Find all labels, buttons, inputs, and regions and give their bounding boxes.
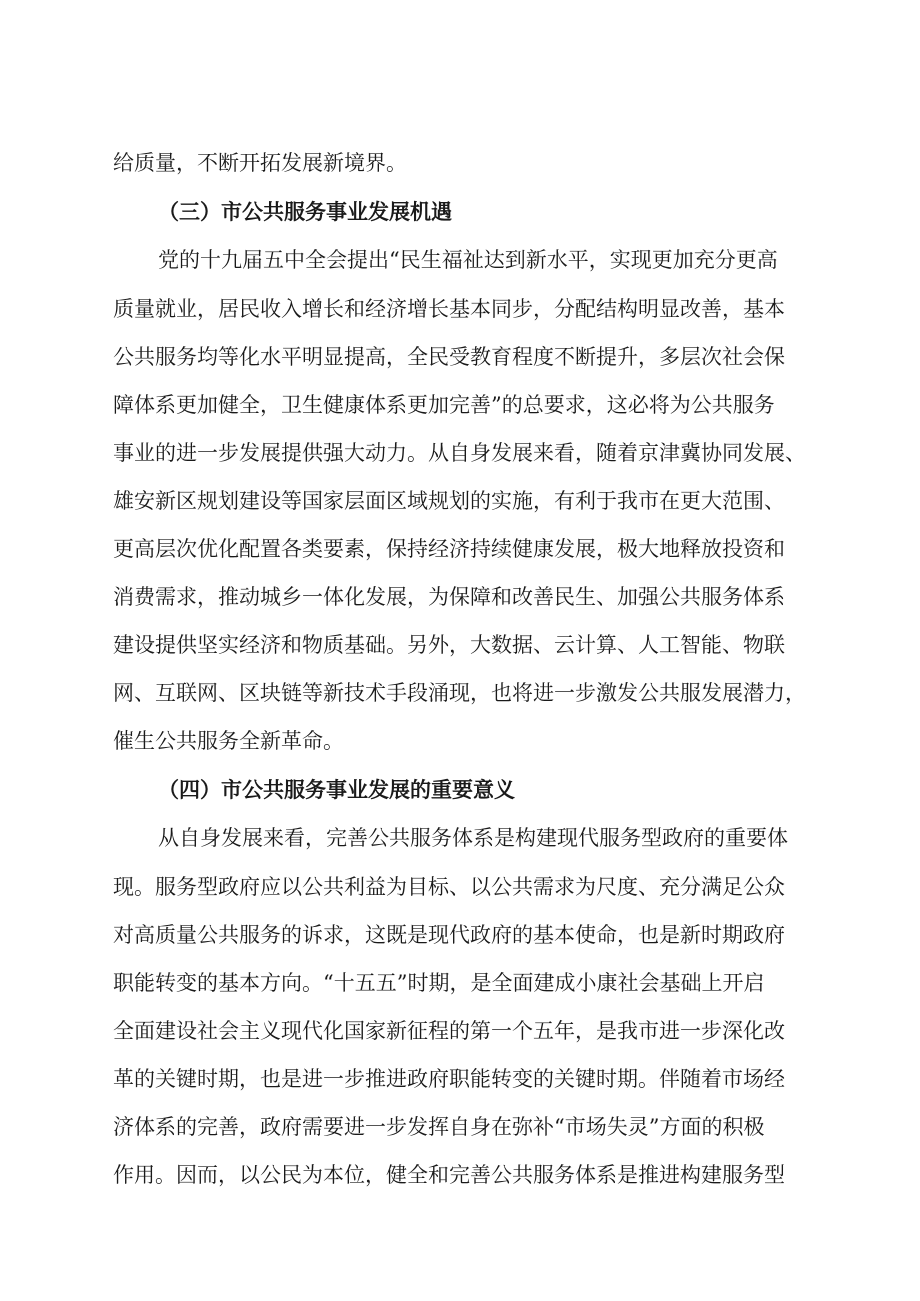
body-line: 雄安新区规划建设等国家层面区域规划的实施，有利于我市在更大范围、 <box>113 489 785 513</box>
body-line: 障体系更加健全，卫生健康体系更加完善”的总要求，这必将为公共服务 <box>113 393 775 417</box>
section-heading: （四）市公共服务事业发展的重要意义 <box>158 777 515 802</box>
body-line: 建设提供坚实经济和物质基础。另外，大数据、云计算、人工智能、物联 <box>113 633 785 657</box>
body-line: 给质量，不断开拓发展新境界。 <box>113 151 407 175</box>
body-line: 党的十九届五中全会提出“民生福祉达到新水平，实现更加充分更高 <box>158 248 778 272</box>
section-heading: （三）市公共服务事业发展机遇 <box>158 199 452 224</box>
body-line: 职能转变的基本方向。“十五五”时期，是全面建成小康社会基础上开启 <box>113 971 765 995</box>
body-line: 现。服务型政府应以公共利益为目标、以公共需求为尺度、充分满足公众 <box>113 875 785 899</box>
body-line: 催生公共服务全新革命。 <box>113 729 344 753</box>
body-line: 济体系的完善，政府需要进一步发挥自身在弥补“市场失灵”方面的积极 <box>113 1115 765 1139</box>
body-line: 消费需求，推动城乡一体化发展，为保障和改善民生、加强公共服务体系 <box>113 585 785 609</box>
body-line: 更高层次优化配置各类要素，保持经济持续健康发展，极大地释放投资和 <box>113 537 785 561</box>
body-line: 质量就业，居民收入增长和经济增长基本同步，分配结构明显改善，基本 <box>113 297 785 321</box>
body-line: 从自身发展来看，完善公共服务体系是构建现代服务型政府的重要体 <box>158 826 788 850</box>
body-line: 事业的进一步发展提供强大动力。从自身发展来看，随着京津冀协同发展、 <box>113 441 806 465</box>
body-line: 对高质量公共服务的诉求，这既是现代政府的基本使命，也是新时期政府 <box>113 923 785 947</box>
body-line: 作用。因而，以公民为本位，健全和完善公共服务体系是推进构建服务型 <box>113 1163 785 1187</box>
body-line: 网、互联网、区块链等新技术手段涌现，也将进一步激发公共服发展潜力， <box>113 681 806 705</box>
body-line: 公共服务均等化水平明显提高，全民受教育程度不断提升，多层次社会保 <box>113 345 785 369</box>
body-line: 革的关键时期，也是进一步推进政府职能转变的关键时期。伴随着市场经 <box>113 1067 785 1091</box>
body-line: 全面建设社会主义现代化国家新征程的第一个五年，是我市进一步深化改 <box>113 1019 785 1043</box>
